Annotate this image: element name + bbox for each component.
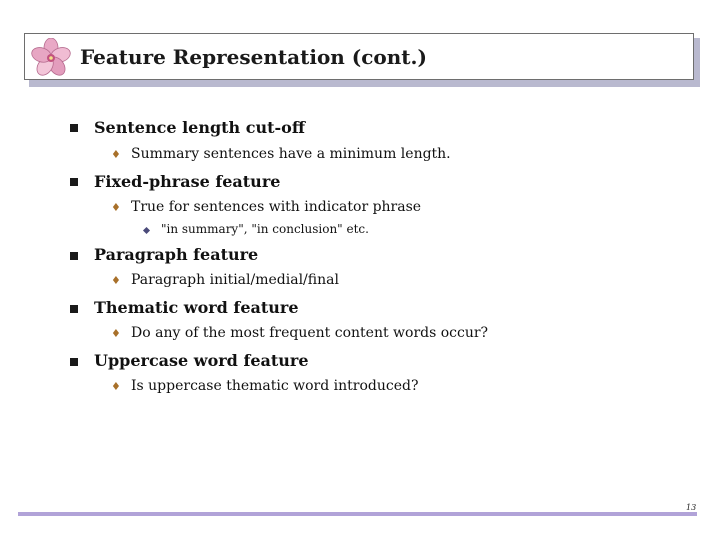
bullet-item: Paragraph feature bbox=[94, 245, 259, 264]
small-diamond-bullet-icon bbox=[143, 227, 150, 234]
sub-bullet-item: True for sentences with indicator phrase bbox=[131, 199, 422, 215]
sub-bullet-item: Paragraph initial/medial/final bbox=[131, 272, 339, 288]
footer-bar bbox=[18, 512, 697, 516]
diamond-bullet-icon: ♦ bbox=[111, 327, 121, 340]
page-title: Feature Representation (cont.) bbox=[80, 45, 427, 69]
sub-bullet-item: Do any of the most frequent content words occur? bbox=[131, 325, 489, 341]
bullet-item: Uppercase word feature bbox=[94, 351, 309, 370]
sub-sub-bullet-item: "in summary", "in conclusion" etc. bbox=[161, 222, 369, 236]
bullet-item: Thematic word feature bbox=[94, 298, 299, 317]
square-bullet-icon bbox=[70, 358, 78, 366]
diamond-bullet-icon: ♦ bbox=[111, 380, 121, 393]
sub-bullet-item: Is uppercase thematic word introduced? bbox=[131, 378, 419, 394]
bullet-item: Fixed-phrase feature bbox=[94, 172, 281, 191]
square-bullet-icon bbox=[70, 124, 78, 132]
square-bullet-icon bbox=[70, 252, 78, 260]
bullet-item: Sentence length cut-off bbox=[94, 118, 305, 137]
square-bullet-icon bbox=[70, 305, 78, 313]
diamond-bullet-icon: ♦ bbox=[111, 148, 121, 161]
sub-bullet-item: Summary sentences have a minimum length. bbox=[131, 146, 451, 162]
square-bullet-icon bbox=[70, 178, 78, 186]
page-number: 13 bbox=[686, 503, 697, 512]
diamond-bullet-icon: ♦ bbox=[111, 274, 121, 287]
diamond-bullet-icon: ♦ bbox=[111, 201, 121, 214]
